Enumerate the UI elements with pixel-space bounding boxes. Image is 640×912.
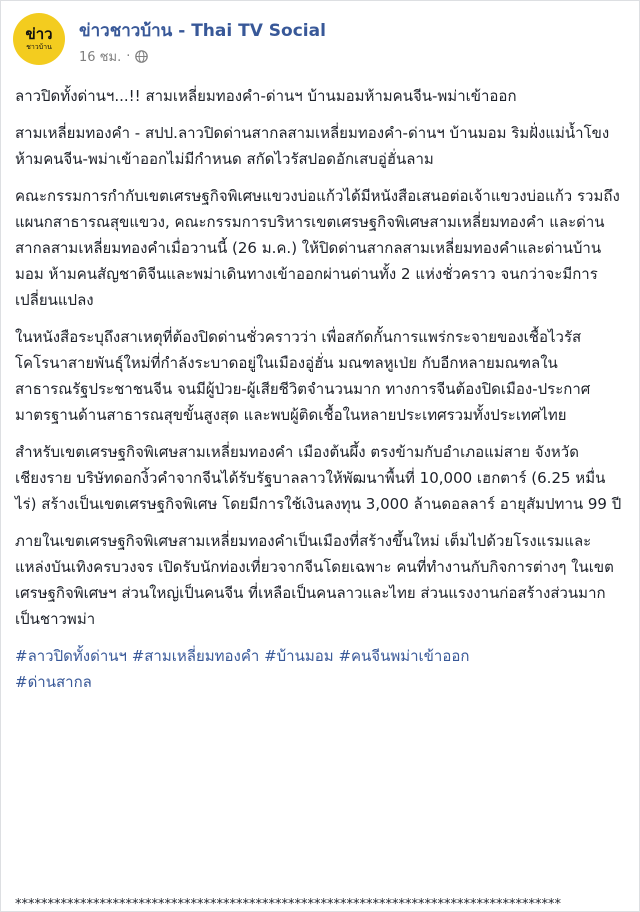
post-timestamp[interactable]: 16 ชม. — [79, 50, 122, 65]
meta-separator: · — [126, 49, 131, 64]
post-paragraph: ในหนังสือระบุถึงสาเหตุที่ต้องปิดด่านชั่วคราวว่า เพื่อสกัดกั้นการแพร่กระจายของเชื้อไวรัสโคโรนาสายพันธุ์ใหม่ที่กำลังระบาดอยู่ในเมืองอู่ฮั่น มณฑลหูเป่ย กับอีกหลายมณฑลในสาธารณรัฐประชาชนจีน จนมีผู้ป่วย-ผู้เสียชีวิตจำนวนมาก ทางการจีนต้องปิดเมือง-ประกาศมาตรฐานด้านสาธารณสุขขั้นสูงสุด และพบผู้ติดเชื้อในหลายประเทศรวมทั้งประเทศไทย — [15, 328, 591, 424]
hashtag-link[interactable]: #บ้านมอม — [264, 647, 334, 665]
hashtag-link[interactable]: #ด่านสากล — [15, 673, 92, 691]
avatar-logo-text: ข่าว — [25, 25, 53, 43]
hashtag-list — [15, 643, 625, 695]
post-paragraph: สามเหลี่ยมทองคำ - สปป.ลาวปิดด่านสากลสามเหลี่ยมทองคำ-ด่านฯ บ้านมอม ริมฝั่งแม่น้ำโขง ห้ามคนจีน-พม่าเข้าออกไม่มีกำหนด สกัดไวรัสปอดอักเสบอู่ฮั่นลาม — [15, 124, 610, 168]
post-body — [15, 83, 625, 706]
page-name-link[interactable]: ข่าวชาวบ้าน - Thai TV Social — [79, 21, 326, 41]
post-header — [13, 13, 627, 73]
hashtag-link[interactable]: #คนจีนพม่าเข้าออก — [338, 647, 470, 665]
post-paragraph: คณะกรรมการกำกับเขตเศรษฐกิจพิเศษแขวงบ่อแก้วได้มีหนังสือเสนอต่อเจ้าแขวงบ่อแก้ว รวมถึงแผนกสาธารณสุขแขวง, คณะกรรมการบริหารเขตเศรษฐกิจพิเศษสามเหลี่ยมทองคำ และด่านสากลสามเหลี่ยมทองคำเมื่อวานนี้ (26 ม.ค.) ให้ปิดด่านสากลสามเหลี่ยมทองคำและด่านบ้านมอม ห้ามคนสัญชาติจีนและพม่าเดินทางเข้าออกผ่านด่านทั้ง 2 แห่งชั่วคราว จนกว่าจะมีการเปลี่ยนแปลง — [15, 187, 620, 309]
post-paragraph-headline: ลาวปิดทั้งด่านฯ...!! สามเหลี่ยมทองคำ-ด่านฯ บ้านมอมห้ามคนจีน-พม่าเข้าออก — [15, 87, 517, 105]
hashtag-link[interactable]: #ลาวปิดทั้งด่านฯ — [15, 647, 127, 665]
avatar[interactable] — [13, 13, 65, 65]
divider-stars: ************************************************************************************ — [15, 897, 561, 912]
avatar-logo-subtext: ชาวบ้าน — [26, 43, 52, 51]
post-paragraph: สำหรับเขตเศรษฐกิจพิเศษสามเหลี่ยมทองคำ เมืองต้นผึ้ง ตรงข้ามกับอำเภอแม่สาย จังหวัดเชียงราย บริษัทดอกงิ้วคำจากจีนได้รับรัฐบาลลาวให้พัฒนาพื้นที่ 10,000 เฮกตาร์ (6.25 หมื่นไร่) สร้างเป็นเขตเศรษฐกิจพิเศษ โดยมีการใช้เงินลงทุน 3,000 ล้านดอลลาร์ อายุสัมปทาน 99 ปี — [15, 443, 622, 513]
post-paragraph: ภายในเขตเศรษฐกิจพิเศษสามเหลี่ยมทองคำเป็นเมืองที่สร้างขึ้นใหม่ เต็มไปด้วยโรงแรมและแหล่งบันเทิงครบวงจร เปิดรับนักท่องเที่ยวจากจีนโดยเฉพาะ คนที่ทำงานกับกิจการต่างๆ ในเขตเศรษฐกิจพิเศษฯ ส่วนใหญ่เป็นคนจีน ที่เหลือเป็นคนลาวและไทย ส่วนแรงงานก่อสร้างส่วนมากเป็นชาวพม่า — [15, 532, 614, 628]
post-meta — [79, 46, 148, 67]
hashtag-link[interactable]: #สามเหลี่ยมทองคำ — [131, 647, 260, 665]
globe-icon[interactable] — [135, 50, 148, 63]
